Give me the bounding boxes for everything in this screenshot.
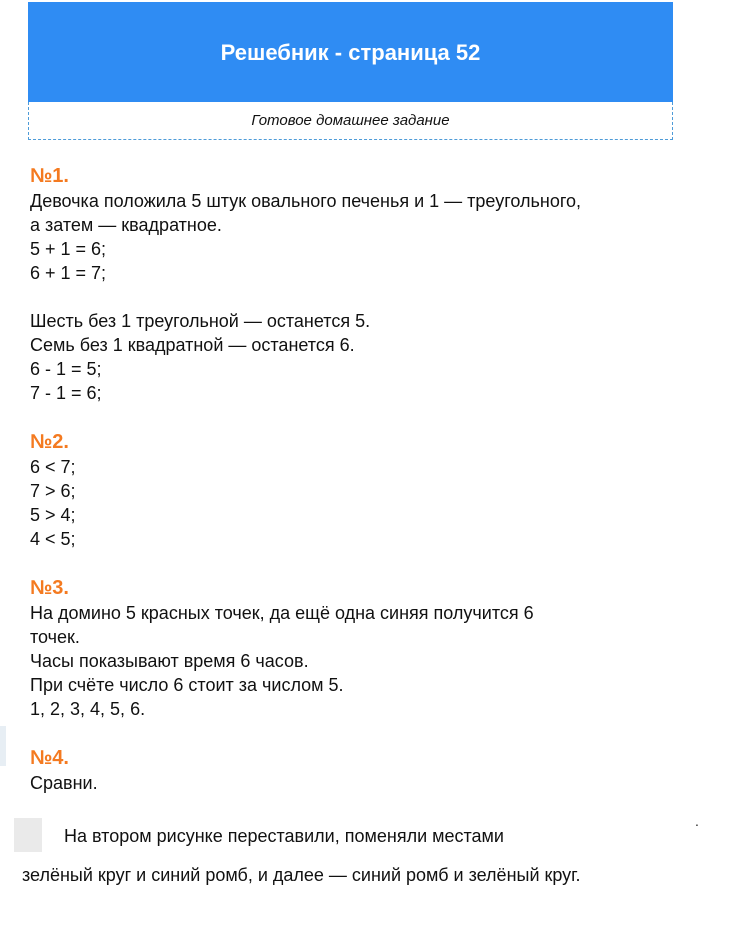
section-gap (30, 721, 690, 745)
task-2 (30, 429, 690, 551)
task-1-line-5 (30, 285, 690, 309)
task-3-line-2: точек. (30, 627, 80, 647)
task-3-line-4: При счёте число 6 стоит за числом 5. (30, 675, 344, 695)
task-1-line-4: 6 + 1 = 7; (30, 263, 107, 283)
task-2-line-1: 6 < 7; (30, 457, 76, 477)
task-1-line-7: Семь без 1 квадратной — останется 6. (30, 335, 355, 355)
task-3-line-1: На домино 5 красных точек, да ещё одна синяя получится 6 (30, 603, 534, 623)
task-2-line-3: 5 > 4; (30, 505, 76, 525)
task-2-line-2: 7 > 6; (30, 481, 76, 501)
task-3 (30, 575, 690, 721)
left-margin-marker (0, 726, 6, 766)
grey-image-placeholder (14, 818, 42, 852)
task-4 (30, 745, 690, 795)
page-subtitle: Готовое домашнее задание (251, 112, 450, 129)
task-4-number: №4. (30, 747, 69, 769)
task-1-line-8: 6 - 1 = 5; (30, 359, 102, 379)
task-1-number: №1. (30, 165, 69, 187)
task-1-line-9: 7 - 1 = 6; (30, 383, 102, 403)
page-subtitle-box (28, 102, 673, 140)
section-gap (30, 405, 690, 429)
task-1-line-1: Девочка положила 5 штук овального печенья и 1 — треугольного, (30, 191, 582, 211)
task-1-line-6: Шесть без 1 треугольной — останется 5. (30, 311, 371, 331)
task-3-line-3: Часы показывают время 6 часов. (30, 651, 309, 671)
task-3-number: №3. (30, 577, 69, 599)
task-1-line-2: а затем — квадратное. (30, 215, 222, 235)
task-2-number: №2. (30, 431, 69, 453)
bottom-text-line-1: На втором рисунке переставили, поменяли местами (64, 826, 504, 846)
bottom-text-line-2: зелёный круг и синий ромб, и далее — синий ромб и зелёный круг. (22, 865, 581, 885)
task-1 (30, 163, 690, 405)
solution-content (30, 163, 690, 795)
task-1-line-3: 5 + 1 = 6; (30, 239, 107, 259)
page-header (28, 2, 673, 102)
page-title: Решебник - страница 52 (220, 40, 481, 65)
section-gap (30, 551, 690, 575)
task-3-line-5: 1, 2, 3, 4, 5, 6. (30, 699, 146, 719)
stray-dot: . (695, 813, 699, 829)
task-2-line-4: 4 < 5; (30, 529, 76, 549)
task-4-line-1: Сравни. (30, 773, 98, 793)
